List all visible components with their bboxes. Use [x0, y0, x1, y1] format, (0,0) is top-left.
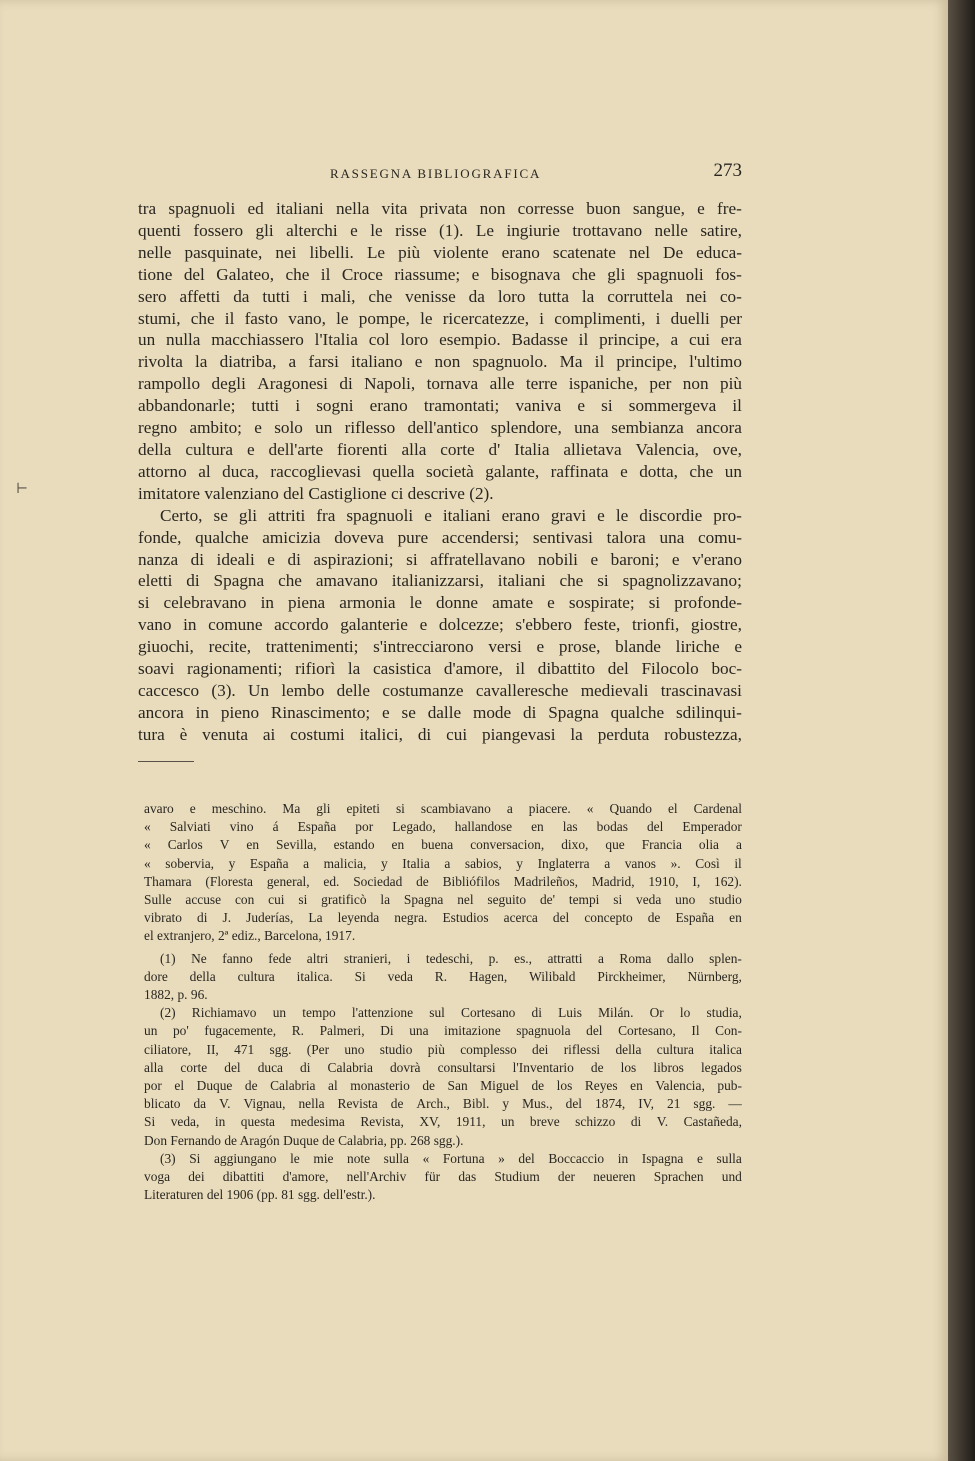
text-line: stumi, che il fasto vano, le pompe, le ricercatezze, i complimenti, i duelli per [138, 308, 742, 328]
footnote-line: el extranjero, 2ª ediz., Barcelona, 1917. [144, 928, 356, 944]
margin-mark: ⊢ [16, 482, 29, 497]
footnote-line: Thamara (Floresta general, ed. Sociedad de Bibliófilos Madrileños, Madrid, 1910, I, 162). [144, 873, 742, 889]
running-head: RASSEGNA BIBLIOGRAFICA [330, 166, 542, 181]
page-header [138, 160, 742, 188]
text-line: abbandonarle; tutti i sogni erano tramontati; vaniva e si sommergeva il [138, 396, 742, 416]
text-line: della cultura e dell'arte fiorenti alla corte d' Italia allietava Valencia, ove, [138, 439, 742, 459]
footnote-line: « Salviati vino á España por Legado, hallandose en las bodas del Emperador [144, 819, 742, 835]
footnote-line: Don Fernando de Aragón Duque de Calabria, pp. 268 sgg.). [144, 1132, 464, 1148]
footnote-rule [138, 761, 194, 762]
text-line: imitatore valenziano del Castiglione ci descrive (2). [138, 483, 494, 503]
footnote-line: voga dei dibattiti d'amore, nell'Archiv für das Studium der neueren Sprachen und [144, 1169, 742, 1185]
text-line: nelle pasquinate, nei libelli. Le più violente erano scatenate nel De educa- [138, 242, 742, 262]
footnote-line: « sobervia, y España a malicia, y Italia a sabios, y Inglaterra a vanos ». Così il [144, 855, 742, 871]
text-line: si celebravano in piena armonia le donne amate e sospirate; si profonde- [138, 593, 742, 613]
footnote-line: por el Duque de Calabria al monasterio de San Miguel de los Reyes en Valencia, pub- [144, 1078, 742, 1094]
text-line: ancora in pieno Rinascimento; e se dalle mode di Spagna qualche sdilinqui- [138, 702, 742, 722]
text-line: soavi ragionamenti; rifiorì la casistica d'amore, il dibattito del Filocolo boc- [138, 659, 742, 679]
text-line: giuochi, recite, trattenimenti; s'intrecciarono versi e prose, blande liriche e [138, 637, 742, 657]
text-line: attorno al duca, raccoglievasi quella società galante, raffinata e dotta, che un [138, 461, 742, 481]
footnote-line: alla corte del duca di Calabria dovrà consultarsi l'Inventario de los libros legados [144, 1059, 742, 1075]
footnote-line: dore della cultura italica. Si veda R. Hagen, Wilibald Pirckheimer, Nürnberg, [144, 968, 742, 984]
footnote-line: « Carlos V en Sevilla, estando en buena conversacion, dixo, que Francia olia a [144, 837, 742, 853]
text-line: tra spagnuoli ed italiani nella vita privata non corresse buon sangue, e fre- [138, 199, 742, 218]
text-line: rampollo degli Aragonesi di Napoli, tornava alle terre ispaniche, per non più [138, 374, 742, 394]
footnote-line: ciliatore, II, 471 sgg. (Per uno studio più complesso dei riflessi della cultura italica [144, 1041, 742, 1057]
footnote-line: (3) Si aggiungano le mie note sulla « Fortuna » del Boccaccio in Ispagna e sulla [160, 1150, 742, 1166]
footnote-line: blicato da V. Vignau, nella Revista de Arch., Bibl. y Mus., del 1874, IV, 21 sgg. — [144, 1096, 742, 1112]
text-line: caccesco (3). Un lembo delle costumanze cavalleresche medievali trascinavasi [138, 680, 742, 700]
text-line: tione del Galateo, che il Croce riassume; e bisognava che gli spagnuoli fos- [138, 264, 742, 284]
footnotes [144, 800, 742, 1204]
footnote-line: 1882, p. 96. [144, 987, 208, 1003]
page-edge [948, 0, 975, 1461]
text-line: tura è venuta ai costumi italici, di cui piangevasi la perduta robustezza, [138, 724, 742, 744]
text-line: vano in comune accordo galanterie e dolcezze; s'ebbero feste, trionfi, giostre, [138, 615, 742, 635]
footnote-line: vibrato di J. Juderías, La leyenda negra. Estudios acerca del concepto de España en [144, 910, 742, 926]
text-line: fonde, qualche amicizia doveva pure accendersi; sentivasi talora una comu- [138, 527, 742, 547]
text-line: un nulla macchiassero l'Italia col loro esempio. Badasse il principe, a cui era [138, 330, 742, 350]
text-line: regno ambito; e solo un riflesso dell'antico splendore, una sembianza ancora [138, 418, 742, 438]
text-line: nanza di ideali e di aspirazioni; si affratellavano nobili e baroni; e v'erano [138, 549, 742, 569]
footnote-line: Literaturen del 1906 (pp. 81 sgg. dell'estr.). [144, 1187, 376, 1203]
footnote-line: (1) Ne fanno fede altri stranieri, i tedeschi, p. es., attratti a Roma dallo splen- [160, 950, 742, 966]
text-line: Certo, se gli attriti fra spagnuoli e italiani erano gravi e le discordie pro- [160, 505, 742, 525]
text-line: eletti di Spagna che amavano italianizzarsi, italiani che si spagnolizzavano; [138, 571, 742, 591]
text-line: rivolta la diatriba, a farsi italiano e non spagnuolo. Ma il principe, l'ultimo [138, 352, 742, 372]
footnote-line: un po' fugacemente, R. Palmeri, Di una imitazione spagnuola del Cortesano, Il Con- [144, 1023, 742, 1039]
page-number: 273 [713, 160, 742, 181]
body-text [138, 198, 742, 746]
text-line: sero affetti da tutti i mali, che venisse da loro tutta la corruttela nei co- [138, 286, 742, 306]
footnote-line: Sulle accuse con cui si gratificò la Spagna nel seguito de' tempi si veda uno studio [144, 892, 742, 908]
footnote-line: avaro e meschino. Ma gli epiteti si scambiavano a piacere. « Quando el Cardenal [144, 801, 742, 816]
footnote-line: (2) Richiamavo un tempo l'attenzione sul Cortesano di Luis Milán. Or lo studia, [160, 1005, 742, 1021]
text-line: quenti fossero gli alterchi e le risse (1). Le ingiurie trottavano nelle satire, [138, 220, 742, 240]
footnote-line: Si veda, in questa medesima Revista, XV, 1911, un breve schizzo di V. Castañeda, [144, 1114, 742, 1130]
